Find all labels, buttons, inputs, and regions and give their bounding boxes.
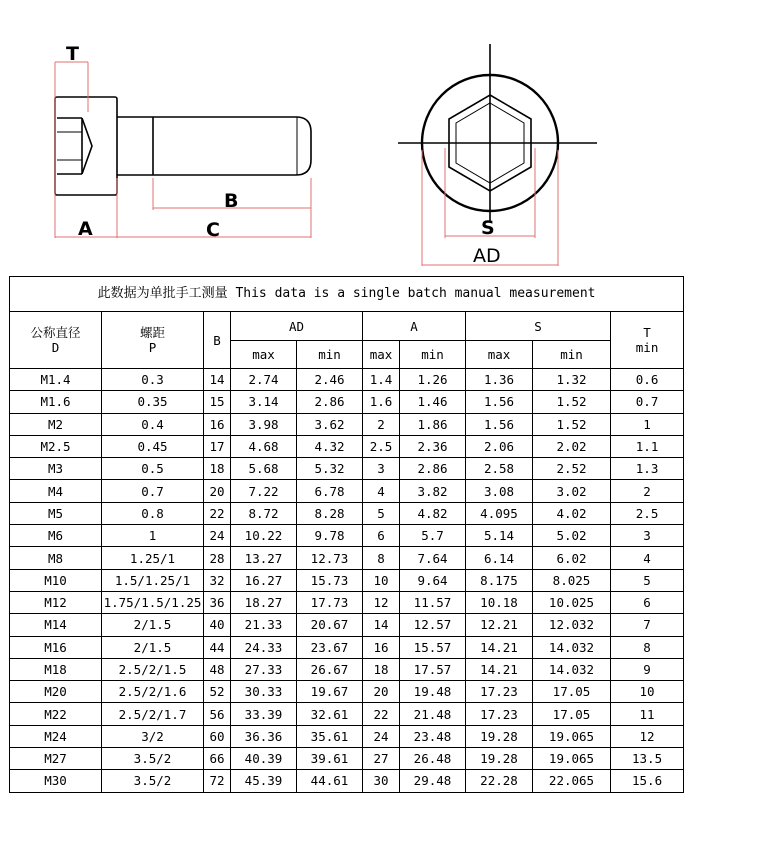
cell-ad-max: 5.68 <box>231 458 297 480</box>
cell-p: 1.25/1 <box>102 547 204 569</box>
cell-a-min: 26.48 <box>400 748 466 770</box>
cell-s-min: 1.32 <box>533 369 611 391</box>
header-ad-min: min <box>297 341 363 369</box>
cell-s-min: 10.025 <box>533 591 611 613</box>
cell-t-min: 2 <box>611 480 684 502</box>
table-row <box>10 591 684 613</box>
header-t-min: min <box>635 340 659 355</box>
header-s-min: min <box>533 341 611 369</box>
cell-b: 36 <box>204 591 231 613</box>
cell-ad-max: 3.14 <box>231 391 297 413</box>
cell-s-max: 1.56 <box>466 413 533 435</box>
cell-d: M24 <box>10 725 102 747</box>
header-p <box>102 312 204 369</box>
cell-t-min: 1.1 <box>611 435 684 457</box>
table-row <box>10 748 684 770</box>
cell-s-min: 17.05 <box>533 703 611 725</box>
cell-p: 3/2 <box>102 725 204 747</box>
cell-a-min: 29.48 <box>400 770 466 792</box>
cell-d: M2 <box>10 413 102 435</box>
cell-b: 56 <box>204 703 231 725</box>
cell-ad-max: 45.39 <box>231 770 297 792</box>
cell-b: 17 <box>204 435 231 457</box>
cell-d: M2.5 <box>10 435 102 457</box>
cell-a-min: 23.48 <box>400 725 466 747</box>
cell-a-max: 10 <box>363 569 400 591</box>
table-row <box>10 547 684 569</box>
cell-ad-max: 16.27 <box>231 569 297 591</box>
header-a: A <box>363 312 466 341</box>
cell-ad-min: 19.67 <box>297 681 363 703</box>
cell-s-max: 5.14 <box>466 525 533 547</box>
cell-s-min: 1.52 <box>533 413 611 435</box>
header-d-symbol: D <box>51 340 60 355</box>
cell-ad-min: 4.32 <box>297 435 363 457</box>
cell-s-min: 14.032 <box>533 658 611 680</box>
cell-a-min: 1.86 <box>400 413 466 435</box>
cell-s-max: 3.08 <box>466 480 533 502</box>
dim-label-c: C <box>206 219 220 241</box>
cell-a-max: 27 <box>363 748 400 770</box>
cell-d: M14 <box>10 614 102 636</box>
cell-s-min: 22.065 <box>533 770 611 792</box>
cell-a-max: 4 <box>363 480 400 502</box>
cell-s-min: 17.05 <box>533 681 611 703</box>
header-a-max: max <box>363 341 400 369</box>
cell-a-min: 15.57 <box>400 636 466 658</box>
cell-s-min: 5.02 <box>533 525 611 547</box>
cell-s-max: 19.28 <box>466 725 533 747</box>
cell-ad-min: 2.46 <box>297 369 363 391</box>
table-row <box>10 614 684 636</box>
header-t-symbol: T <box>643 325 651 340</box>
cell-s-max: 8.175 <box>466 569 533 591</box>
table-row <box>10 435 684 457</box>
cell-a-min: 2.86 <box>400 458 466 480</box>
cell-a-min: 5.7 <box>400 525 466 547</box>
cell-a-max: 18 <box>363 658 400 680</box>
header-d <box>10 312 102 369</box>
cell-a-max: 1.4 <box>363 369 400 391</box>
header-s: S <box>466 312 611 341</box>
cell-b: 44 <box>204 636 231 658</box>
dim-label-ad: AD <box>473 245 501 267</box>
cell-ad-max: 18.27 <box>231 591 297 613</box>
table-row <box>10 770 684 792</box>
cell-ad-max: 7.22 <box>231 480 297 502</box>
cell-s-max: 17.23 <box>466 681 533 703</box>
cell-ad-max: 8.72 <box>231 502 297 524</box>
table-row <box>10 369 684 391</box>
dim-label-a: A <box>78 218 93 240</box>
cell-ad-max: 21.33 <box>231 614 297 636</box>
cell-p: 0.35 <box>102 391 204 413</box>
cell-a-max: 2.5 <box>363 435 400 457</box>
cell-ad-max: 33.39 <box>231 703 297 725</box>
cell-p: 0.5 <box>102 458 204 480</box>
cell-b: 22 <box>204 502 231 524</box>
cell-b: 24 <box>204 525 231 547</box>
cell-p: 1 <box>102 525 204 547</box>
cell-a-max: 14 <box>363 614 400 636</box>
cell-b: 52 <box>204 681 231 703</box>
cell-s-min: 19.065 <box>533 725 611 747</box>
table-row <box>10 391 684 413</box>
cell-a-max: 6 <box>363 525 400 547</box>
screw-shank <box>117 117 311 175</box>
cell-p: 1.75/1.5/1.25 <box>102 591 204 613</box>
table-row <box>10 681 684 703</box>
cell-d: M27 <box>10 748 102 770</box>
cell-b: 48 <box>204 658 231 680</box>
dim-label-t: T <box>66 43 79 65</box>
cell-p: 3.5/2 <box>102 770 204 792</box>
cell-t-min: 7 <box>611 614 684 636</box>
header-b: B <box>204 312 231 369</box>
cell-a-max: 20 <box>363 681 400 703</box>
cell-a-min: 21.48 <box>400 703 466 725</box>
cell-s-min: 8.025 <box>533 569 611 591</box>
cell-p: 0.45 <box>102 435 204 457</box>
cell-ad-min: 5.32 <box>297 458 363 480</box>
cell-a-max: 2 <box>363 413 400 435</box>
cell-s-max: 12.21 <box>466 614 533 636</box>
cell-a-min: 1.46 <box>400 391 466 413</box>
cell-s-max: 2.58 <box>466 458 533 480</box>
cell-t-min: 6 <box>611 591 684 613</box>
cell-ad-max: 24.33 <box>231 636 297 658</box>
cell-t-min: 8 <box>611 636 684 658</box>
cell-b: 18 <box>204 458 231 480</box>
cell-a-min: 1.26 <box>400 369 466 391</box>
cell-a-min: 12.57 <box>400 614 466 636</box>
cell-s-max: 6.14 <box>466 547 533 569</box>
cell-a-min: 4.82 <box>400 502 466 524</box>
cell-a-max: 30 <box>363 770 400 792</box>
dim-label-s: S <box>481 217 495 239</box>
cell-a-min: 19.48 <box>400 681 466 703</box>
cell-s-min: 2.52 <box>533 458 611 480</box>
cell-t-min: 11 <box>611 703 684 725</box>
cell-a-min: 9.64 <box>400 569 466 591</box>
cell-ad-max: 10.22 <box>231 525 297 547</box>
cell-t-min: 2.5 <box>611 502 684 524</box>
table-row <box>10 480 684 502</box>
cell-b: 60 <box>204 725 231 747</box>
cell-ad-min: 39.61 <box>297 748 363 770</box>
cell-ad-min: 20.67 <box>297 614 363 636</box>
cell-t-min: 1 <box>611 413 684 435</box>
cell-s-min: 4.02 <box>533 502 611 524</box>
cell-b: 15 <box>204 391 231 413</box>
cell-s-max: 10.18 <box>466 591 533 613</box>
cell-b: 20 <box>204 480 231 502</box>
cell-s-min: 6.02 <box>533 547 611 569</box>
cell-d: M5 <box>10 502 102 524</box>
cell-ad-min: 23.67 <box>297 636 363 658</box>
header-ad-max: max <box>231 341 297 369</box>
cell-s-max: 14.21 <box>466 636 533 658</box>
cell-a-max: 1.6 <box>363 391 400 413</box>
cell-a-max: 12 <box>363 591 400 613</box>
cell-d: M12 <box>10 591 102 613</box>
cell-s-min: 2.02 <box>533 435 611 457</box>
cell-t-min: 10 <box>611 681 684 703</box>
cell-a-min: 11.57 <box>400 591 466 613</box>
cell-d: M16 <box>10 636 102 658</box>
table-row <box>10 636 684 658</box>
cell-s-min: 14.032 <box>533 636 611 658</box>
cell-d: M4 <box>10 480 102 502</box>
cell-d: M8 <box>10 547 102 569</box>
cell-ad-min: 3.62 <box>297 413 363 435</box>
table-row <box>10 658 684 680</box>
cell-ad-max: 40.39 <box>231 748 297 770</box>
cell-ad-max: 13.27 <box>231 547 297 569</box>
cell-t-min: 13.5 <box>611 748 684 770</box>
cell-b: 40 <box>204 614 231 636</box>
cell-ad-min: 2.86 <box>297 391 363 413</box>
cell-s-max: 2.06 <box>466 435 533 457</box>
cell-p: 0.7 <box>102 480 204 502</box>
cell-ad-max: 4.68 <box>231 435 297 457</box>
header-p-zh: 螺距 <box>139 325 165 340</box>
cell-a-min: 3.82 <box>400 480 466 502</box>
header-a-min: min <box>400 341 466 369</box>
cell-d: M18 <box>10 658 102 680</box>
cell-ad-min: 8.28 <box>297 502 363 524</box>
table-row <box>10 725 684 747</box>
header-p-symbol: P <box>148 340 157 355</box>
cell-t-min: 15.6 <box>611 770 684 792</box>
cell-p: 0.3 <box>102 369 204 391</box>
cell-s-max: 19.28 <box>466 748 533 770</box>
cell-b: 16 <box>204 413 231 435</box>
cell-d: M30 <box>10 770 102 792</box>
cell-a-max: 24 <box>363 725 400 747</box>
cell-a-max: 22 <box>363 703 400 725</box>
cell-p: 3.5/2 <box>102 748 204 770</box>
screw-top-view <box>398 44 597 222</box>
cell-p: 1.5/1.25/1 <box>102 569 204 591</box>
cell-s-max: 22.28 <box>466 770 533 792</box>
cell-b: 14 <box>204 369 231 391</box>
cell-d: M1.4 <box>10 369 102 391</box>
cell-s-max: 4.095 <box>466 502 533 524</box>
header-ad: AD <box>231 312 363 341</box>
cell-t-min: 9 <box>611 658 684 680</box>
cell-b: 32 <box>204 569 231 591</box>
cell-a-max: 5 <box>363 502 400 524</box>
cell-s-max: 1.36 <box>466 369 533 391</box>
cell-p: 2.5/2/1.5 <box>102 658 204 680</box>
cell-s-min: 3.02 <box>533 480 611 502</box>
cell-d: M10 <box>10 569 102 591</box>
cell-t-min: 1.3 <box>611 458 684 480</box>
cell-d: M22 <box>10 703 102 725</box>
cell-ad-min: 32.61 <box>297 703 363 725</box>
cell-s-max: 17.23 <box>466 703 533 725</box>
table-row <box>10 525 684 547</box>
cell-s-max: 1.56 <box>466 391 533 413</box>
cell-b: 72 <box>204 770 231 792</box>
cell-a-max: 3 <box>363 458 400 480</box>
cell-a-min: 2.36 <box>400 435 466 457</box>
cell-p: 0.8 <box>102 502 204 524</box>
cell-p: 2.5/2/1.6 <box>102 681 204 703</box>
header-s-max: max <box>466 341 533 369</box>
cell-t-min: 3 <box>611 525 684 547</box>
screw-head <box>55 97 117 195</box>
cell-t-min: 4 <box>611 547 684 569</box>
header-t <box>611 312 684 369</box>
cell-ad-min: 9.78 <box>297 525 363 547</box>
header-d-zh: 公称直径 <box>30 325 81 340</box>
cell-b: 28 <box>204 547 231 569</box>
cell-ad-min: 26.67 <box>297 658 363 680</box>
side-dimension-lines <box>55 62 311 238</box>
cell-s-max: 14.21 <box>466 658 533 680</box>
cell-a-max: 16 <box>363 636 400 658</box>
cell-d: M3 <box>10 458 102 480</box>
cell-ad-min: 6.78 <box>297 480 363 502</box>
cell-ad-min: 17.73 <box>297 591 363 613</box>
table-row <box>10 413 684 435</box>
cell-s-min: 12.032 <box>533 614 611 636</box>
cell-p: 2.5/2/1.7 <box>102 703 204 725</box>
cell-d: M20 <box>10 681 102 703</box>
cell-t-min: 0.6 <box>611 369 684 391</box>
cell-ad-max: 36.36 <box>231 725 297 747</box>
cell-p: 2/1.5 <box>102 614 204 636</box>
spec-table <box>9 276 684 793</box>
table-row <box>10 502 684 524</box>
cell-b: 66 <box>204 748 231 770</box>
cell-ad-min: 12.73 <box>297 547 363 569</box>
table-caption: 此数据为单批手工测量 This data is a single batch manual measurement <box>10 277 684 312</box>
cell-p: 0.4 <box>102 413 204 435</box>
cell-s-min: 19.065 <box>533 748 611 770</box>
cell-d: M1.6 <box>10 391 102 413</box>
cell-s-min: 1.52 <box>533 391 611 413</box>
cell-ad-min: 15.73 <box>297 569 363 591</box>
cell-t-min: 0.7 <box>611 391 684 413</box>
screw-side-view <box>55 97 311 195</box>
cell-ad-max: 3.98 <box>231 413 297 435</box>
spec-table-body <box>10 369 684 793</box>
cell-ad-min: 44.61 <box>297 770 363 792</box>
cell-t-min: 12 <box>611 725 684 747</box>
cell-p: 2/1.5 <box>102 636 204 658</box>
cell-ad-max: 30.33 <box>231 681 297 703</box>
dim-label-b: B <box>224 190 239 212</box>
cell-ad-min: 35.61 <box>297 725 363 747</box>
cell-a-min: 7.64 <box>400 547 466 569</box>
table-row <box>10 569 684 591</box>
table-row <box>10 703 684 725</box>
cell-t-min: 5 <box>611 569 684 591</box>
cell-d: M6 <box>10 525 102 547</box>
screw-technical-drawing <box>0 0 782 270</box>
cell-a-min: 17.57 <box>400 658 466 680</box>
cell-ad-max: 2.74 <box>231 369 297 391</box>
table-row <box>10 458 684 480</box>
cell-ad-max: 27.33 <box>231 658 297 680</box>
cell-a-max: 8 <box>363 547 400 569</box>
